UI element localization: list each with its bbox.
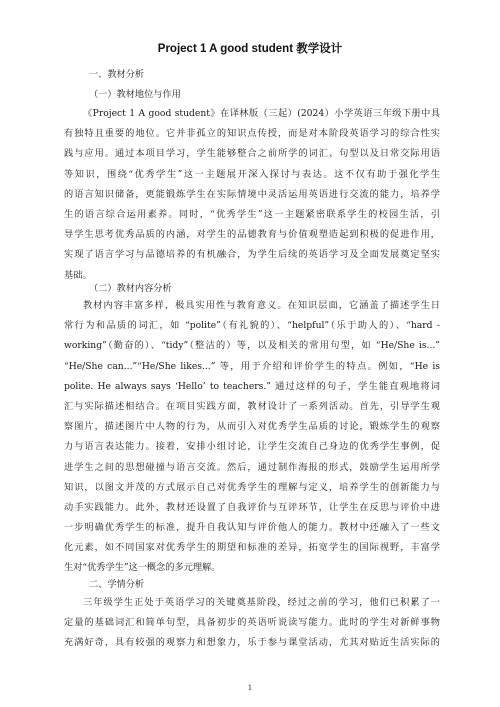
paragraph-line: 实现了语言学习与品德培养的有机融合，为学生后续的英语学习及全面发展奠定坚实 (64, 249, 440, 261)
paragraph-line: 等知识，围绕“优秀学生”这一主题展开深入探讨与表达。这不仅有助于强化学生 (64, 168, 440, 180)
subsection-heading-content-analysis: （二）教材内容分析 (89, 283, 172, 294)
paragraph-line: 教材内容丰富多样，极具实用性与教育意义。在知识层面，它涵盖了描述学生日 (83, 300, 440, 311)
paragraph-line: 力与语言表达能力。接着，安排小组讨论，让学生交流自己身边的优秀学生事例，促 (64, 441, 440, 453)
paragraph-line: 充满好奇，具有较强的观察力和想象力，乐于参与课堂活动，尤其对贴近生活实际的 (64, 637, 440, 649)
paragraph-line: 进学生之间的思想碰撞与语言交流。然后，通过制作海报的形式，鼓励学生运用所学 (64, 461, 440, 473)
paragraph-line: polite. He always says ‘Hello’ to teachers.” 通过这样的句子，学生能直观地将词 (64, 380, 440, 392)
paragraph-line: 有独特且重要的地位。它并非孤立的知识点传授，而是对本阶段英语学习的综合性实 (64, 128, 440, 140)
paragraph-line: 导学生思考优秀品质的内涵，对学生的品德教育与价值观塑造起到积极的促进作用， (64, 229, 440, 241)
paragraph-line: 践与应用。通过本项目学习，学生能够整合之前所学的词汇、句型以及日常交际用语 (64, 148, 440, 160)
document-title: Project 1 A good student 教学设计 (157, 43, 343, 55)
paragraph-line: 察图片，描述图片中人物的行为，从而引入对优秀学生品质的讨论，锻炼学生的观察 (64, 421, 440, 433)
paragraph-line: 基础。 (64, 269, 92, 281)
paragraph-line: 定量的基础词汇和简单句型，具备初步的英语听说读写能力。此时的学生对新鲜事物 (64, 617, 440, 629)
paragraph-line: 的语言知识储备，更能锻炼学生在实际情境中灵活运用英语进行交流的能力，培养学 (64, 188, 440, 200)
paragraph-line: 动手实践能力。此外，教材还设置了自我评价与互评环节，让学生在反思与评价中进 (64, 501, 440, 513)
paragraph-line: 生的语言综合运用素养。同时，“优秀学生”这一主题紧密联系学生的校园生活，引 (64, 208, 440, 220)
paragraph-content-analysis (64, 296, 440, 579)
page-number: 1 (247, 683, 253, 692)
paragraph-line: working”（勤奋的）、“tidy”（整洁的）等，以及相关的常用句型，如 “He/She is...” (64, 340, 440, 352)
section-heading-textbook-analysis: 一、教材分析 (89, 69, 145, 80)
paragraph-line: 《Project 1 A good student》在译林版（三起）(2024）小学英语三年级下册中具 (83, 108, 440, 119)
subsection-heading-status-role: （一）教材地位与作用 (89, 89, 181, 100)
paragraph-learner-analysis (64, 593, 440, 654)
paragraph-line: 三年级学生正处于英语学习的关键奠基阶段，经过之前的学习，他们已积累了一 (83, 597, 440, 608)
paragraph-line: 知识，以图文并茂的方式展示自己对优秀学生的理解与定义，培养学生的创新能力与 (64, 481, 440, 493)
section-heading-learner-analysis: 二、学情分析 (89, 579, 145, 590)
paragraph-line: 生对“优秀学生”这一概念的多元理解。 (64, 562, 221, 574)
paragraph-line: 汇与实际描述相结合。在项目实践方面，教材设计了一系列活动。首先，引导学生观 (64, 400, 440, 412)
paragraph-status-role (64, 104, 440, 286)
paragraph-line: “He/She can...”“He/She likes...” 等，用于介绍和评价学生的特点。例如，“He is (64, 360, 440, 372)
paragraph-line: 一步明确优秀学生的标准，提升自我认知与评价他人的能力。教材中还融入了一些文 (64, 522, 440, 534)
paragraph-line: 化元素，如不同国家对优秀学生的期望和标准的差异，拓宽学生的国际视野，丰富学 (64, 542, 440, 554)
paragraph-line: 常行为和品质的词汇，如 “polite”（有礼貌的）、“helpful”（乐于助人的）、“hard - (64, 320, 440, 332)
